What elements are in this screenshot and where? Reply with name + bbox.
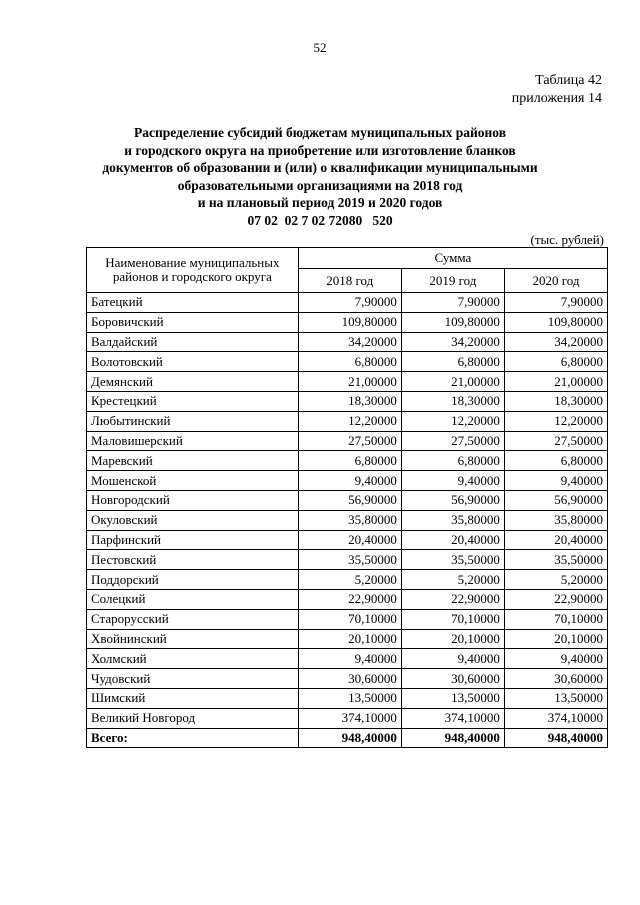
amount-2020: 35,50000 — [504, 550, 607, 570]
district-name: Хвойнинский — [87, 629, 299, 649]
amount-2018: 22,90000 — [298, 589, 401, 609]
amount-2020: 13,50000 — [504, 688, 607, 708]
district-name: Маревский — [87, 451, 299, 471]
district-name: Чудовский — [87, 669, 299, 689]
amount-2019: 7,90000 — [401, 293, 504, 313]
title-line: и на плановый период 2019 и 2020 годов — [197, 195, 443, 210]
table-row — [87, 411, 608, 431]
amount-2019: 12,20000 — [401, 411, 504, 431]
district-name: Шимский — [87, 688, 299, 708]
header-year-2020: 2020 год — [504, 269, 607, 293]
amount-2019: 34,20000 — [401, 332, 504, 352]
table-row — [87, 451, 608, 471]
amount-2019: 5,20000 — [401, 570, 504, 590]
amount-2019: 9,40000 — [401, 471, 504, 491]
amount-2020: 22,90000 — [504, 589, 607, 609]
district-name: Валдайский — [87, 332, 299, 352]
amount-2018: 5,20000 — [298, 570, 401, 590]
amount-2018: 6,80000 — [298, 451, 401, 471]
amount-2020: 6,80000 — [504, 352, 607, 372]
title-line: Распределение субсидий бюджетам муниципальных районов — [133, 125, 507, 140]
amount-2020: 12,20000 — [504, 411, 607, 431]
amount-2018: 9,40000 — [298, 471, 401, 491]
table-total-row — [87, 728, 608, 748]
table-row — [87, 352, 608, 372]
title-line: образовательными организациями на 2018 год — [177, 177, 463, 193]
table-row — [87, 550, 608, 570]
amount-2018: 20,10000 — [298, 629, 401, 649]
page-number: 52 — [313, 40, 327, 55]
amount-2020: 30,60000 — [504, 669, 607, 689]
total-label: Всего: — [87, 728, 299, 748]
header-year-2018: 2018 год — [298, 269, 401, 293]
budget-code: 07 02 02 7 02 72080 520 — [247, 212, 393, 228]
table-row — [87, 629, 608, 649]
district-name: Окуловский — [87, 510, 299, 530]
document-title — [80, 124, 560, 229]
amount-2019: 22,90000 — [401, 589, 504, 609]
amount-2020: 20,40000 — [504, 530, 607, 550]
district-name: Парфинский — [87, 530, 299, 550]
amount-2020: 9,40000 — [504, 471, 607, 491]
table-row — [87, 570, 608, 590]
amount-2018: 6,80000 — [298, 352, 401, 372]
table-row — [87, 510, 608, 530]
amount-2020: 7,90000 — [504, 293, 607, 313]
district-name: Маловишерский — [87, 431, 299, 451]
district-name: Демянский — [87, 372, 299, 392]
amount-2018: 9,40000 — [298, 649, 401, 669]
amount-2019: 30,60000 — [401, 669, 504, 689]
table-row — [87, 372, 608, 392]
amount-2019: 27,50000 — [401, 431, 504, 451]
amount-2018: 12,20000 — [298, 411, 401, 431]
amount-2019: 9,40000 — [401, 649, 504, 669]
district-name: Батецкий — [87, 293, 299, 313]
header-name: Наименование муниципальных районов и городского округа — [87, 248, 299, 293]
amount-2020: 20,10000 — [504, 629, 607, 649]
district-name: Крестецкий — [87, 391, 299, 411]
subsidy-table — [86, 247, 608, 748]
table-body — [87, 293, 608, 748]
title-line: документов об образовании и (или) о квалификации муниципальными — [102, 160, 538, 175]
table-row — [87, 530, 608, 550]
table-row — [87, 391, 608, 411]
amount-2019: 6,80000 — [401, 451, 504, 471]
amount-2020: 70,10000 — [504, 609, 607, 629]
district-name: Поддорский — [87, 570, 299, 590]
amount-2020: 27,50000 — [504, 431, 607, 451]
unit-note: (тыс. рублей) — [530, 232, 604, 247]
amount-2020: 109,80000 — [504, 312, 607, 332]
amount-2020: 948,40000 — [504, 728, 607, 748]
table-row — [87, 688, 608, 708]
table-label-number: Таблица 42 — [535, 73, 602, 88]
table-row — [87, 708, 608, 728]
table-row — [87, 669, 608, 689]
amount-2018: 70,10000 — [298, 609, 401, 629]
amount-2020: 5,20000 — [504, 570, 607, 590]
amount-2020: 6,80000 — [504, 451, 607, 471]
amount-2019: 35,50000 — [401, 550, 504, 570]
amount-2018: 374,10000 — [298, 708, 401, 728]
amount-2020: 9,40000 — [504, 649, 607, 669]
amount-2018: 21,00000 — [298, 372, 401, 392]
margin-watermark — [628, 400, 636, 610]
amount-2018: 13,50000 — [298, 688, 401, 708]
amount-2018: 18,30000 — [298, 391, 401, 411]
table-row — [87, 293, 608, 313]
header-year-2019: 2019 год — [401, 269, 504, 293]
amount-2020: 21,00000 — [504, 372, 607, 392]
amount-2018: 27,50000 — [298, 431, 401, 451]
amount-2018: 56,90000 — [298, 490, 401, 510]
amount-2019: 21,00000 — [401, 372, 504, 392]
district-name: Новгородский — [87, 490, 299, 510]
district-name: Боровичский — [87, 312, 299, 332]
table-row — [87, 589, 608, 609]
table-row — [87, 609, 608, 629]
amount-2018: 35,50000 — [298, 550, 401, 570]
amount-2019: 6,80000 — [401, 352, 504, 372]
amount-2019: 35,80000 — [401, 510, 504, 530]
table-label — [512, 72, 602, 108]
amount-2018: 7,90000 — [298, 293, 401, 313]
amount-2019: 18,30000 — [401, 391, 504, 411]
table-row — [87, 431, 608, 451]
amount-2019: 20,40000 — [401, 530, 504, 550]
table-row — [87, 471, 608, 491]
amount-2020: 34,20000 — [504, 332, 607, 352]
amount-2019: 109,80000 — [401, 312, 504, 332]
amount-2019: 13,50000 — [401, 688, 504, 708]
district-name: Холмский — [87, 649, 299, 669]
table-row — [87, 649, 608, 669]
table-row — [87, 490, 608, 510]
amount-2018: 30,60000 — [298, 669, 401, 689]
district-name: Солецкий — [87, 589, 299, 609]
amount-2019: 20,10000 — [401, 629, 504, 649]
amount-2020: 18,30000 — [504, 391, 607, 411]
amount-2019: 374,10000 — [401, 708, 504, 728]
title-line: и городского округа на приобретение или изготовление бланков — [124, 142, 516, 158]
district-name: Пестовский — [87, 550, 299, 570]
table-label-appendix: приложения 14 — [511, 91, 602, 106]
district-name: Великий Новгород — [87, 708, 299, 728]
amount-2020: 35,80000 — [504, 510, 607, 530]
amount-2020: 56,90000 — [504, 490, 607, 510]
district-name: Мошенской — [87, 471, 299, 491]
table-row — [87, 332, 608, 352]
amount-2018: 34,20000 — [298, 332, 401, 352]
amount-2018: 35,80000 — [298, 510, 401, 530]
amount-2019: 70,10000 — [401, 609, 504, 629]
amount-2018: 109,80000 — [298, 312, 401, 332]
amount-2020: 374,10000 — [504, 708, 607, 728]
amount-2019: 948,40000 — [401, 728, 504, 748]
district-name: Любытинский — [87, 411, 299, 431]
amount-2018: 20,40000 — [298, 530, 401, 550]
amount-2019: 56,90000 — [401, 490, 504, 510]
district-name: Волотовский — [87, 352, 299, 372]
amount-2018: 948,40000 — [298, 728, 401, 748]
district-name: Старорусский — [87, 609, 299, 629]
header-sum: Сумма — [298, 248, 607, 269]
table-row — [87, 312, 608, 332]
